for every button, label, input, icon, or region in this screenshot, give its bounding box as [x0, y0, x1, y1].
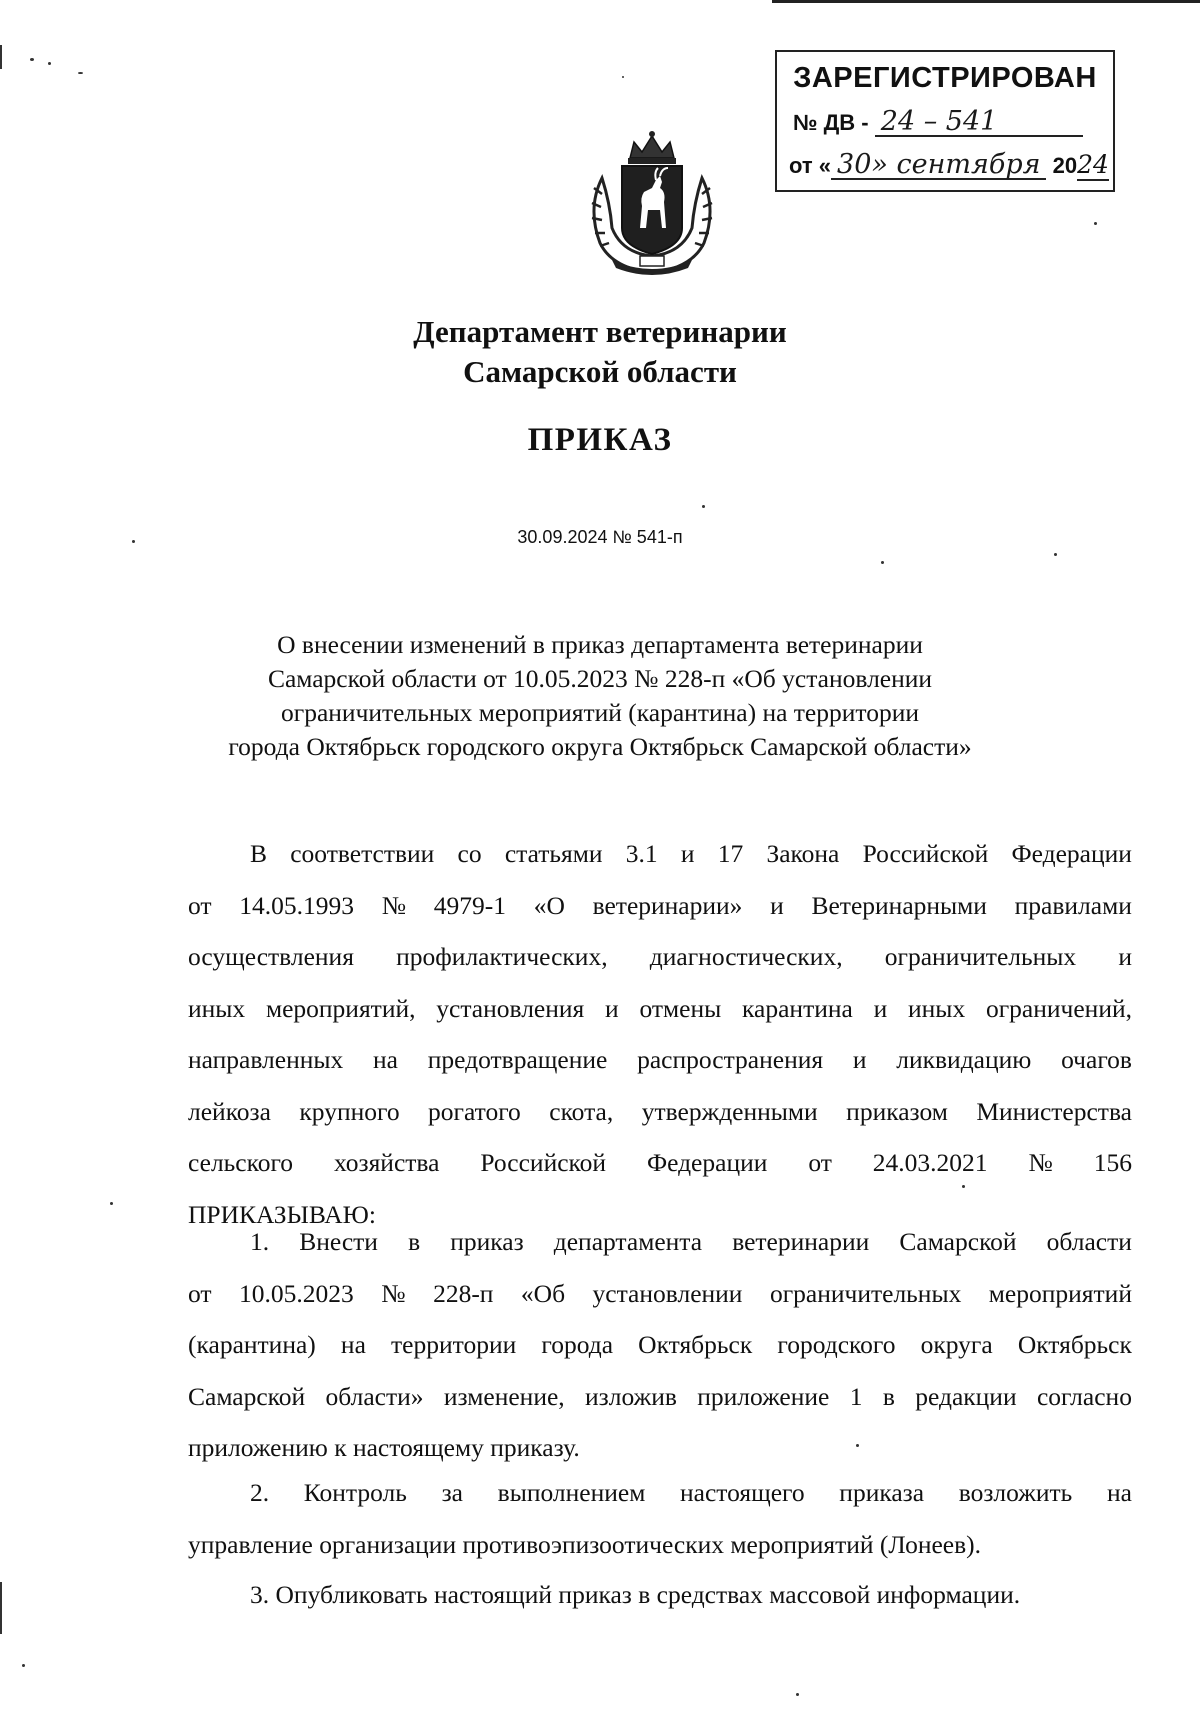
samara-coat-of-arms-icon — [582, 128, 722, 278]
order-item-2 — [188, 1467, 1132, 1570]
text-line: лейкоза крупного рогатого скота, утвержденными приказом Министерства — [188, 1096, 1132, 1126]
scan-edge-line — [772, 0, 1200, 3]
text-line: 3. Опубликовать настоящий приказ в средствах массовой информации. — [250, 1580, 1021, 1609]
scan-speck — [1054, 553, 1057, 556]
order-subject — [120, 628, 1080, 764]
scan-speck — [78, 72, 83, 74]
text-line: иных мероприятий, установления и отмены карантина и иных ограничений, — [188, 993, 1132, 1023]
stamp-date-handwritten: 30» сентября — [831, 151, 1046, 180]
order-item-1 — [188, 1216, 1132, 1474]
scan-speck — [622, 76, 624, 78]
stamp-date-prefix: от « — [789, 153, 832, 178]
subject-line: О внесении изменений в приказ департамента ветеринарии — [277, 630, 923, 659]
stamp-title: ЗАРЕГИСТРИРОВАН — [793, 62, 1097, 94]
scan-speck — [702, 505, 705, 508]
text-line-ordering-word: ПРИКАЗЫВАЮ: — [188, 1199, 376, 1229]
preamble-paragraph — [188, 828, 1132, 1240]
text-line: сельского хозяйства Российской Федерации от 24.03.2021 № 156 — [188, 1148, 1132, 1177]
text-line: от 10.05.2023 № 228-п «Об установлении ограничительных мероприятий — [188, 1278, 1132, 1308]
scan-speck — [110, 1202, 113, 1205]
scan-speck — [132, 540, 135, 543]
text-line: (карантина) на территории города Октябрьск городского округа Октябрьск — [188, 1330, 1132, 1359]
stamp-date-line — [789, 150, 1109, 180]
scan-edge-mark — [0, 45, 2, 69]
text-line: В соответствии со статьями 3.1 и 17 Закона Российской Федерации — [250, 839, 1132, 868]
scan-speck — [1094, 222, 1097, 225]
document-type-title: ПРИКАЗ — [527, 422, 673, 458]
subject-line: города Октябрьск городского округа Октябрьск Самарской области» — [228, 732, 972, 761]
scan-edge-mark — [0, 1582, 2, 1634]
subject-line: Самарской области от 10.05.2023 № 228-п «Об установлении — [267, 664, 933, 693]
scan-speck — [30, 58, 34, 61]
text-line: управление организации противоэпизоотических мероприятий (Лонеев). — [188, 1529, 982, 1559]
order-item-3 — [188, 1569, 1132, 1621]
registration-stamp — [775, 50, 1115, 192]
department-name-line1: Департамент ветеринарии — [413, 314, 787, 349]
stamp-year-handwritten: 24 — [1077, 150, 1109, 179]
stamp-number-handwritten: 24 – 541 — [875, 108, 1083, 137]
stamp-number-line — [793, 108, 1083, 137]
scan-speck — [856, 1444, 859, 1447]
scan-speck — [48, 62, 51, 65]
text-line: от 14.05.1993 № 4979-1 «О ветеринарии» и Ветеринарными правилами — [188, 890, 1132, 920]
text-line: осуществления профилактических, диагностических, ограничительных и — [188, 942, 1132, 971]
scan-speck — [962, 1185, 965, 1188]
stamp-year-prefix: 20 — [1052, 153, 1078, 178]
text-line: приложению к настоящему приказу. — [188, 1433, 580, 1462]
scan-speck — [796, 1693, 799, 1696]
text-line: 2. Контроль за выполнением настоящего приказа возложить на — [250, 1478, 1132, 1507]
text-line: направленных на предотвращение распространения и ликвидацию очагов — [188, 1045, 1132, 1074]
order-date-number: 30.09.2024 № 541-п — [517, 527, 683, 547]
department-name-line2: Самарской области — [463, 354, 737, 389]
text-line: Самарской области» изменение, изложив приложение 1 в редакции согласно — [188, 1381, 1132, 1411]
text-line: 1. Внести в приказ департамента ветеринарии Самарской области — [250, 1227, 1132, 1256]
stamp-number-prefix: № ДВ - — [793, 110, 869, 135]
subject-line: ограничительных мероприятий (карантина) на территории — [281, 698, 919, 727]
scan-speck — [881, 561, 884, 564]
scan-speck — [22, 1664, 25, 1667]
